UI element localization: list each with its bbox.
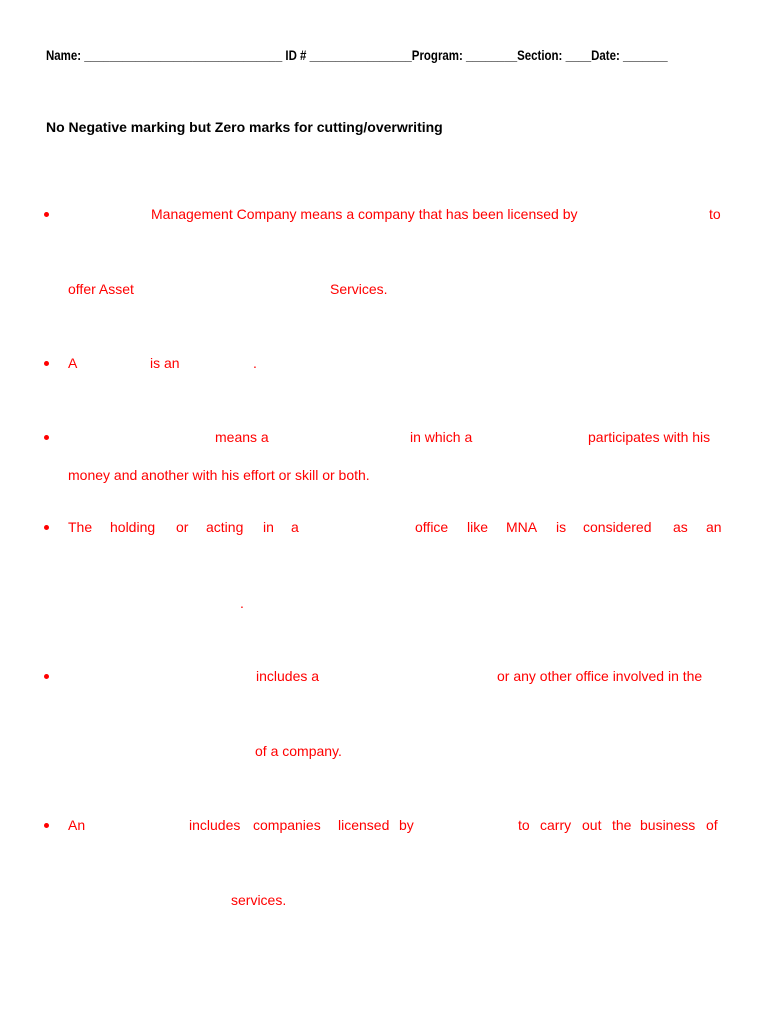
item-3-text-d: money and another with his effort or skill or both. <box>68 467 370 483</box>
item-4-word: an <box>706 519 722 535</box>
item-4-word: The <box>68 519 93 535</box>
item-4-word: in <box>263 519 274 535</box>
item-6-word: to <box>518 817 530 833</box>
bullet-icon <box>44 674 52 682</box>
item-4-word: office <box>415 519 449 535</box>
item-1-text-a: Management Company means a company that has been licensed by <box>151 206 578 222</box>
item-2-text-b: is an <box>150 355 180 371</box>
item-6-word: includes <box>189 817 241 833</box>
item-4-word: holding <box>110 519 156 535</box>
item-6-word: carry <box>540 817 572 833</box>
item-4-period: . <box>240 595 244 611</box>
item-3-text-b: in which a <box>410 429 473 445</box>
student-info-line: Name: _______________________________ ID # ________________Program: ________Section: ____Date: _______ <box>46 47 668 63</box>
item-5-text-c: of a company. <box>255 743 342 759</box>
item-1-text-d: Services. <box>330 281 388 297</box>
item-6-word: companies <box>253 817 321 833</box>
item-6-word: by <box>399 817 414 833</box>
item-2-text-c: . <box>253 355 257 371</box>
item-4-word: or <box>176 519 189 535</box>
item-5-text-a: includes a <box>256 668 320 684</box>
item-6-word: of <box>706 817 718 833</box>
item-3-text-a: means a <box>215 429 269 445</box>
bullet-icon <box>44 212 52 220</box>
item-6-text-end: services. <box>231 892 287 908</box>
item-6-word: out <box>582 817 602 833</box>
item-3-text-c: participates with his <box>588 429 711 445</box>
item-4-word: acting <box>206 519 244 535</box>
instruction-text: No Negative marking but Zero marks for cutting/overwriting <box>46 119 443 135</box>
bullet-icon <box>44 361 52 369</box>
item-1-text-c: offer Asset <box>68 281 134 297</box>
bullet-icon <box>44 525 52 533</box>
item-6-word: business <box>640 817 696 833</box>
item-2-text-a: A <box>68 355 78 371</box>
item-1-text-b: to <box>709 206 721 222</box>
item-4-word: as <box>673 519 688 535</box>
item-6-word: the <box>612 817 632 833</box>
bullet-icon <box>44 823 52 831</box>
item-4-word: a <box>291 519 299 535</box>
item-4-word: like <box>467 519 489 535</box>
item-6-word: licensed <box>338 817 390 833</box>
item-4-word: MNA <box>506 519 538 535</box>
item-4-word: considered <box>583 519 652 535</box>
item-6-word: An <box>68 817 86 833</box>
item-4-word: is <box>556 519 567 535</box>
bullet-icon <box>44 435 52 443</box>
item-5-text-b: or any other office involved in the <box>497 668 703 684</box>
